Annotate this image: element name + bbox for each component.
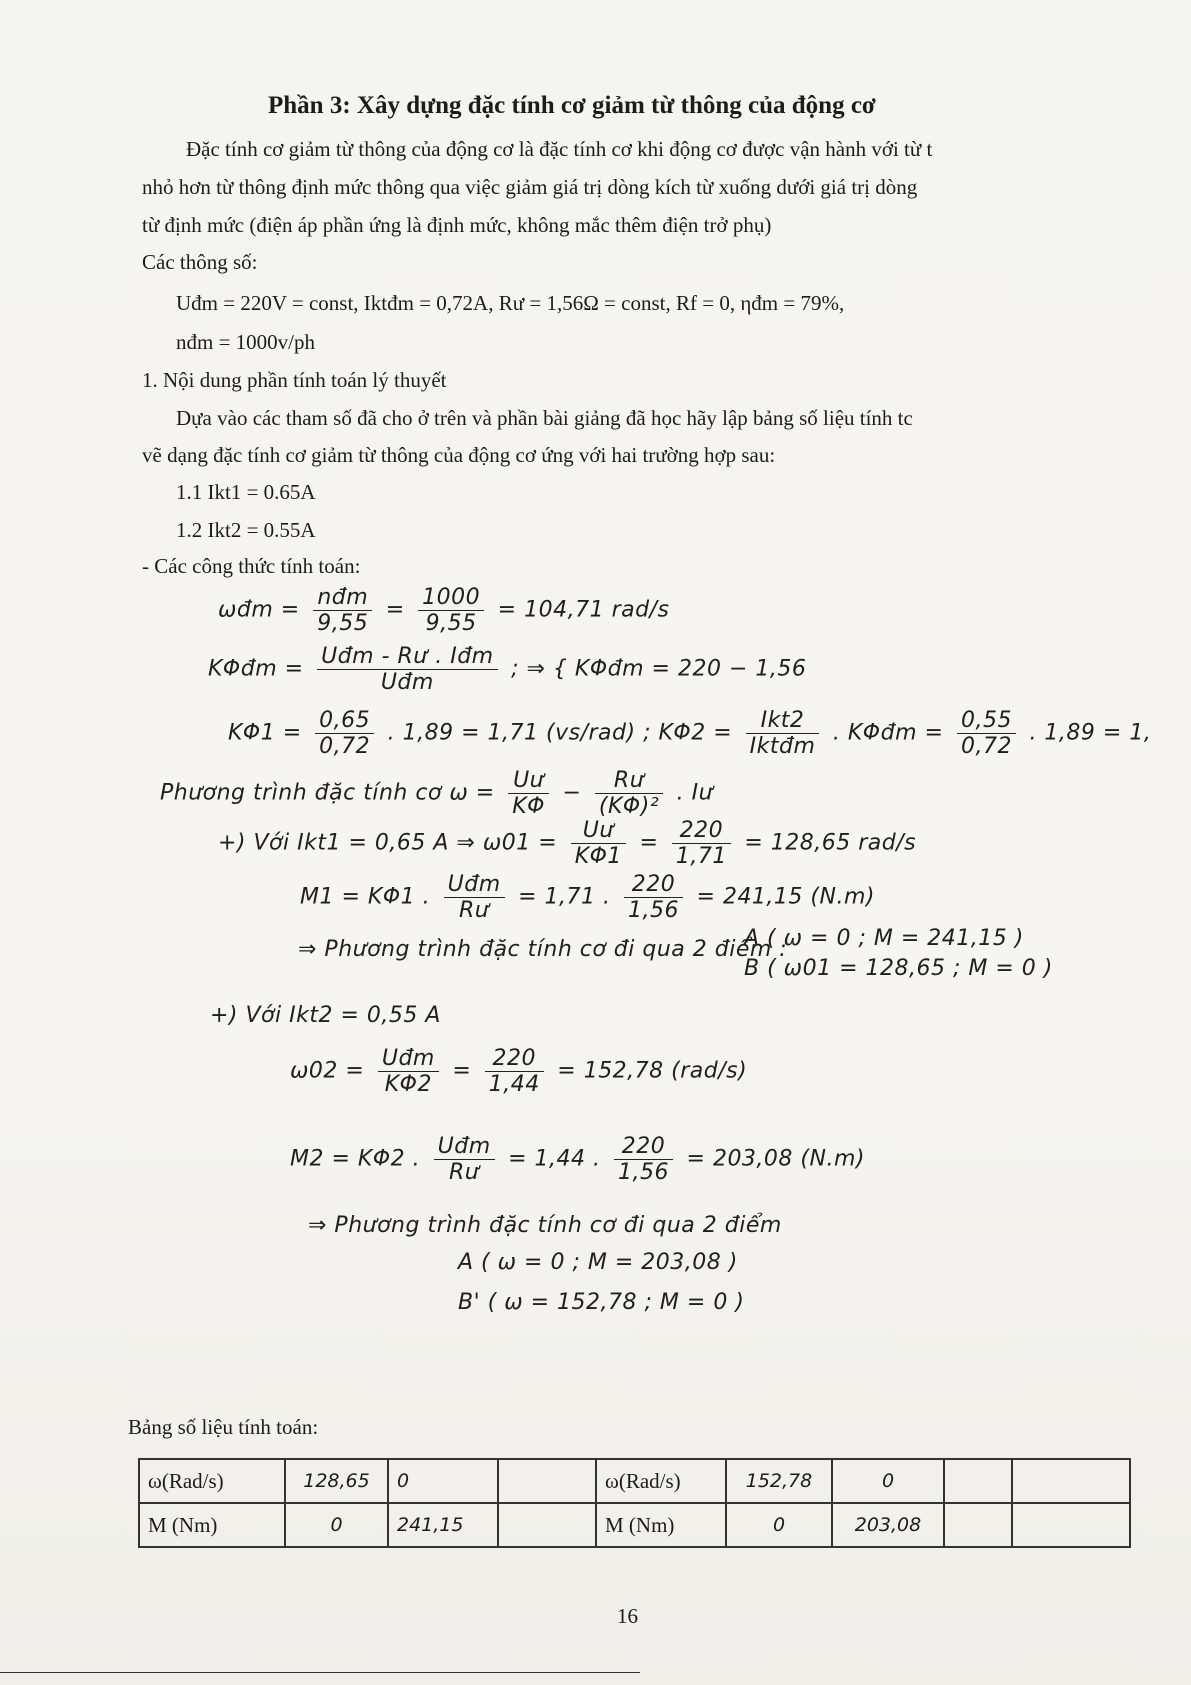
intro-line-2: nhỏ hơn từ thông định mức thông qua việc giảm giá trị dòng kích từ xuống dưới giá trị dòng (142, 175, 918, 199)
hw-case-2-torque: M2 = KΦ2 . $\frac{\text{Uđm}}{Rư}$ = 1,44 . $\frac{220}{1,56}$ = 203,08 (N.m) (290, 1134, 865, 1185)
table-row (139, 1503, 1130, 1547)
hw-characteristic-equation: Phương trình đặc tính cơ ω = $\frac{Uư}{K\Phi}$ − $\frac{Rư}{\text{(KΦ)²}}$ . Iư (160, 768, 714, 819)
hw-case-2-point-b: B' ( ω = 152,78 ; M = 0 ) (458, 1290, 745, 1315)
intro-line-1: Đặc tính cơ giảm từ thông của động cơ là đặc tính cơ khi động cơ được vận hành với từ t (186, 137, 933, 161)
hw-case-1-conclusion: ⇒ Phương trình đặc tính cơ đi qua 2 điểm : (298, 937, 788, 962)
table-caption: Bảng số liệu tính toán: (128, 1415, 319, 1439)
table-cell: M (Nm) (596, 1503, 726, 1547)
table-cell (1012, 1459, 1130, 1503)
hw-case-2-intro: +) Với Ikt2 = 0,55 A (210, 1003, 441, 1028)
table-cell (1012, 1503, 1130, 1547)
table-cell: 0 (388, 1459, 498, 1503)
intro-line-3: từ định mức (điện áp phần ứng là định mức, không mắc thêm điện trở phụ) (142, 213, 772, 237)
hw-case-1-torque: M1 = KΦ1 . $\frac{\text{Uđm}}{Rư}$ = 1,71 . $\frac{220}{1,56}$ = 241,15 (N.m) (300, 872, 875, 923)
params-line-1: Uđm = 220V = const, Iktđm = 0,72A, Rư = 1,56Ω = const, Rf = 0, ηđm = 79%, (176, 291, 845, 315)
results-table (138, 1458, 1131, 1548)
hw-kphi-1-2: KΦ1 = $\frac{0,65}{0,72}$ . 1,89 = 1,71 (vs/rad) ; KΦ2 = $\frac{\text{Ikt2}}{\text{Iktđm}}$ . KΦđm = $\frac{0,55}{0,72}$ . 1,89 = 1, (228, 708, 1152, 759)
bottom-rule (0, 1672, 640, 1673)
table-cell: ω(Rad/s) (139, 1459, 285, 1503)
section-1-text-2: vẽ dạng đặc tính cơ giảm từ thông của động cơ ứng với hai trường hợp sau: (142, 443, 776, 467)
table-row (139, 1459, 1130, 1503)
table-cell: 128,65 (285, 1459, 388, 1503)
case-1: 1.1 Ikt1 = 0.65A (176, 480, 316, 504)
table-cell (498, 1459, 596, 1503)
page-title: Phần 3: Xây dựng đặc tính cơ giảm từ thông của động cơ (268, 92, 876, 119)
hw-case-1-point-a: A ( ω = 0 ; M = 241,15 ) (744, 926, 1024, 951)
params-line-2: nđm = 1000v/ph (176, 330, 316, 354)
table-cell: M (Nm) (139, 1503, 285, 1547)
hw-case-1-point-b: B ( ω01 = 128,65 ; M = 0 ) (744, 956, 1053, 981)
hw-case-2-point-a: A ( ω = 0 ; M = 203,08 ) (458, 1250, 738, 1275)
hw-case-2-conclusion: ⇒ Phương trình đặc tính cơ đi qua 2 điểm (308, 1213, 782, 1238)
table-cell (944, 1503, 1012, 1547)
table-cell: 0 (726, 1503, 832, 1547)
params-heading: Các thông số: (142, 250, 258, 274)
formulas-heading: - Các công thức tính toán: (142, 554, 361, 578)
table-cell: 203,08 (832, 1503, 944, 1547)
hw-kphi-dm: KΦđm = $\frac{\text{Uđm - Rư . Iđm}}{\text{Uđm}}$ ; ⇒ { KΦđm = 220 − 1,56 (208, 644, 807, 695)
hw-case-2-omega: ω02 = $\frac{\text{Uđm}}{K\Phi 2}$ = $\frac{220}{1,44}$ = 152,78 (rad/s) (290, 1046, 748, 1097)
hw-omega-dm: ωđm = $\frac{\text{nđm}}{9,55}$ = $\frac{1000}{9,55}$ = 104,71 rad/s (218, 585, 670, 636)
page-number: 16 (617, 1604, 638, 1628)
table-cell (498, 1503, 596, 1547)
table-cell: ω(Rad/s) (596, 1459, 726, 1503)
section-1-text-1: Dựa vào các tham số đã cho ở trên và phần bài giảng đã học hãy lập bảng số liệu tính tc (176, 406, 913, 430)
section-1-heading: 1. Nội dung phần tính toán lý thuyết (142, 368, 447, 392)
hw-case-1-omega: +) Với Ikt1 = 0,65 A ⇒ ω01 = $\frac{Uư}{K\Phi 1}$ = $\frac{220}{1,71}$ = 128,65 rad/s (218, 818, 917, 869)
table-cell (944, 1459, 1012, 1503)
case-2: 1.2 Ikt2 = 0.55A (176, 518, 316, 542)
table-cell: 152,78 (726, 1459, 832, 1503)
table-cell: 0 (285, 1503, 388, 1547)
table-cell: 241,15 (388, 1503, 498, 1547)
table-cell: 0 (832, 1459, 944, 1503)
